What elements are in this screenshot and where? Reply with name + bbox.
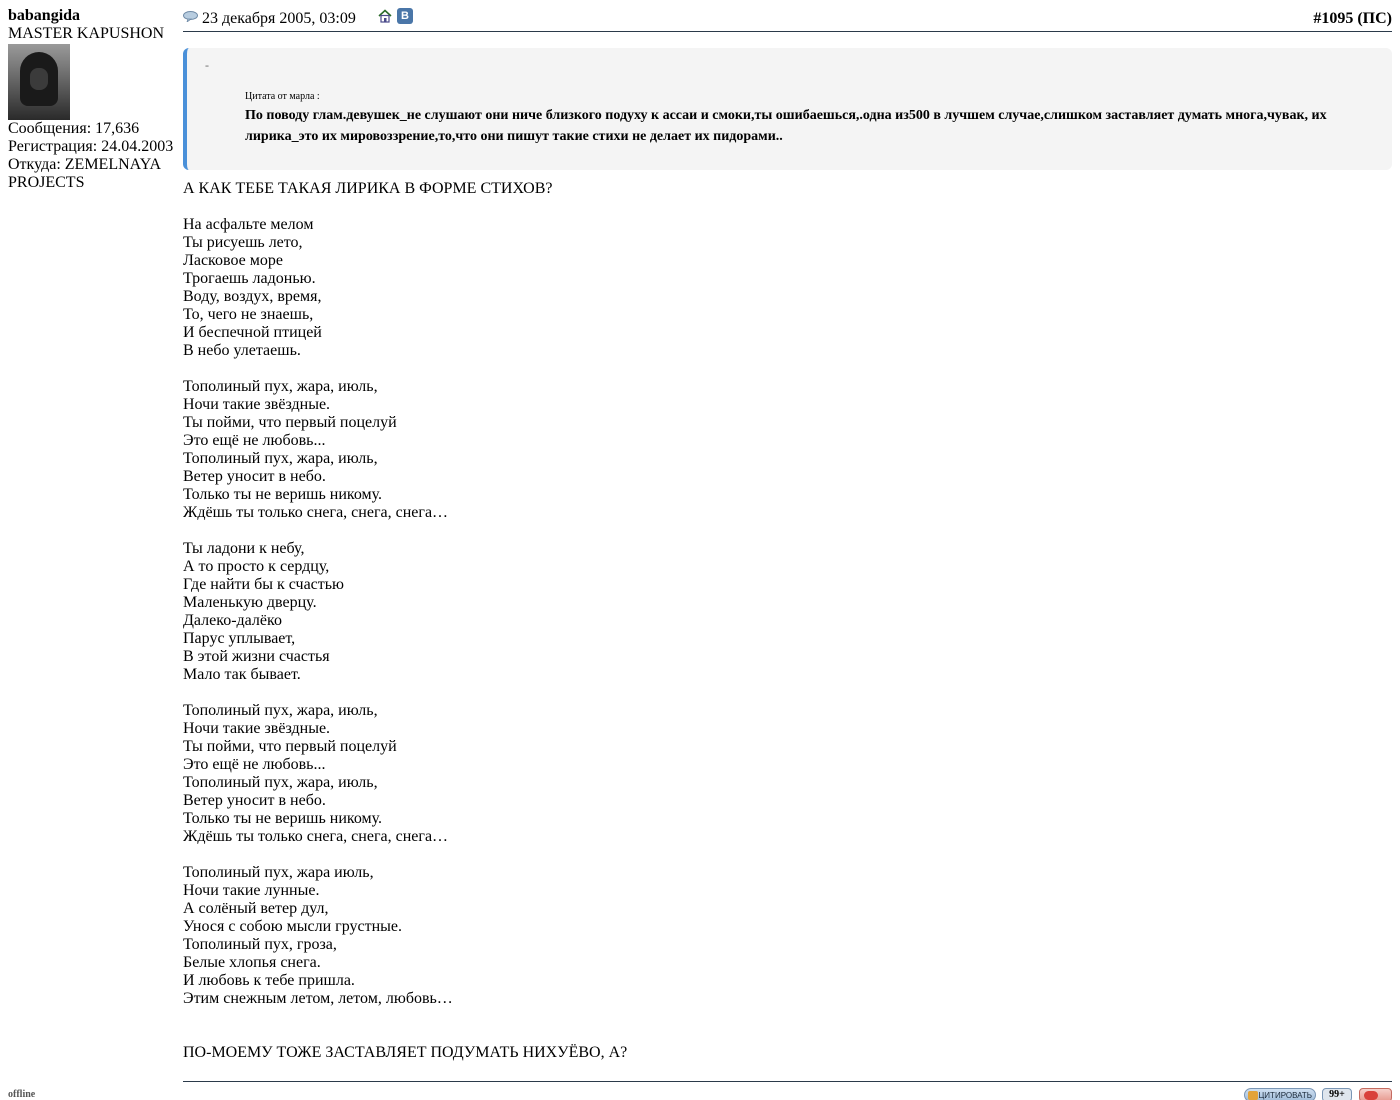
quote-dash: - <box>205 58 209 72</box>
poem-line: Тополиный пух, жара, июль, <box>183 774 378 791</box>
poem-line: Белые хлопья снега. <box>183 954 321 971</box>
poem-line: Трогаешь ладонью. <box>183 270 316 287</box>
user-info-panel <box>8 7 178 192</box>
poem-line: Ласковое море <box>183 252 283 269</box>
quote-button[interactable]: ЦИТИРОВАТЬ <box>1244 1088 1316 1100</box>
poem-line: Ты рисуешь лето, <box>183 234 303 251</box>
user-location-continued: PROJECTS <box>8 174 85 191</box>
poem-line: Тополиный пух, жара, июль, <box>183 702 378 719</box>
poem-line: Ждёшь ты только снега, снега, снега… <box>183 504 449 521</box>
poem-line: Это ещё не любовь... <box>183 432 326 449</box>
poem-stanza-3 <box>183 540 1383 684</box>
reply-button[interactable] <box>1359 1088 1392 1100</box>
poem-line: Только ты не веришь никому. <box>183 810 383 827</box>
poem-line: Далеко-далёко <box>183 612 282 629</box>
poem-line: Тополиный пух, жара, июль, <box>183 450 378 467</box>
online-status: offline <box>8 1089 36 1100</box>
post-intro: А КАК ТЕБЕ ТАКАЯ ЛИРИКА В ФОРМЕ СТИХОВ? <box>183 180 553 197</box>
post-number-suffix: (ПС) <box>1357 10 1392 27</box>
username-link[interactable]: babangida <box>8 7 81 24</box>
user-registration-date: Регистрация: 24.04.2003 <box>8 138 174 155</box>
poem-line: Где найти бы к счастью <box>183 576 345 593</box>
poem-line: Парус уплывает, <box>183 630 296 647</box>
poem-line: А то просто к сердцу, <box>183 558 330 575</box>
poem-line: Воду, воздух, время, <box>183 288 322 305</box>
poem-line: Ты пойми, что первый поцелуй <box>183 414 397 431</box>
home-icon[interactable] <box>378 9 392 23</box>
speech-bubble-icon <box>183 11 198 22</box>
poem-line: В этой жизни счастья <box>183 648 330 665</box>
poem-line: Унося с собою мысли грустные. <box>183 918 403 935</box>
user-title: MASTER KAPUSHON <box>8 25 165 42</box>
blank-lines <box>183 1008 1383 1044</box>
poem-line: На асфальте мелом <box>183 216 314 233</box>
poem-line: Ночи такие лунные. <box>183 882 320 899</box>
post-header <box>183 7 1392 32</box>
user-location: Откуда: ZEMELNAYA <box>8 156 162 173</box>
poem-stanza-4 <box>183 702 1383 846</box>
poem-line: Ты ладони к небу, <box>183 540 305 557</box>
quote-author: Цитата от марла : <box>245 91 320 102</box>
poem-line: Мало так бывает. <box>183 666 301 683</box>
poem-line: Тополиный пух, жара, июль, <box>183 378 378 395</box>
poem-line: Это ещё не любовь... <box>183 756 326 773</box>
poem-line: Ты пойми, что первый поцелуй <box>183 738 397 755</box>
poem-line: А солёный ветер дул, <box>183 900 329 917</box>
blank-line <box>183 846 1383 864</box>
multi-quote-button[interactable]: 99+ <box>1322 1088 1352 1100</box>
poem-stanza-5 <box>183 864 1383 1008</box>
poem-line: И беспечной птицей <box>183 324 322 341</box>
poem-line: Ветер уносит в небо. <box>183 792 326 809</box>
vk-share-icon[interactable]: B <box>397 8 413 24</box>
poem-line: Тополиный пух, жара июль, <box>183 864 374 881</box>
poem-line: Маленькую дверцу. <box>183 594 317 611</box>
blank-line <box>183 684 1383 702</box>
poem-line: Ветер уносит в небо. <box>183 468 326 485</box>
quote-block <box>183 48 1392 170</box>
poem-line: В небо улетаешь. <box>183 342 301 359</box>
poem-line: Тополиный пух, гроза, <box>183 936 337 953</box>
avatar <box>8 44 70 120</box>
post-date: 23 декабря 2005, 03:09 <box>202 10 356 27</box>
blank-line <box>183 360 1383 378</box>
poem-line: Ждёшь ты только снега, снега, снега… <box>183 828 449 845</box>
poem-stanza-2 <box>183 378 1383 522</box>
poem-line: Ночи такие звёздные. <box>183 720 331 737</box>
blank-line <box>183 198 1383 216</box>
post-number-link[interactable] <box>1313 10 1392 28</box>
poem-line: Ночи такие звёздные. <box>183 396 331 413</box>
post-outro: ПО-МОЕМУ ТОЖЕ ЗАСТАВЛЯЕТ ПОДУМАТЬ НИХУЁВО, А? <box>183 1044 628 1061</box>
quote-text: По поводу глам.девушек_не слушают они ниче близкого подуху к ассаи и смоки,ты ошибаешься,.одна из500 в лучшем случае,слишком заставляет думать многа,чувак, их лирика_это их мировоззрение,то,что они пишут такие стихи не делает их пидорами.. <box>245 108 1327 144</box>
post-body <box>183 180 1383 1062</box>
user-post-count: Сообщения: 17,636 <box>8 120 140 137</box>
poem-stanza-1 <box>183 216 1383 360</box>
post-footer <box>183 1081 1392 1100</box>
poem-line: Этим снежным летом, летом, любовь… <box>183 990 453 1007</box>
poem-line: Только ты не веришь никому. <box>183 486 383 503</box>
blank-line <box>183 522 1383 540</box>
poem-line: И любовь к тебе пришла. <box>183 972 355 989</box>
post-number: #1095 <box>1313 10 1354 27</box>
poem-line: То, чего не знаешь, <box>183 306 314 323</box>
